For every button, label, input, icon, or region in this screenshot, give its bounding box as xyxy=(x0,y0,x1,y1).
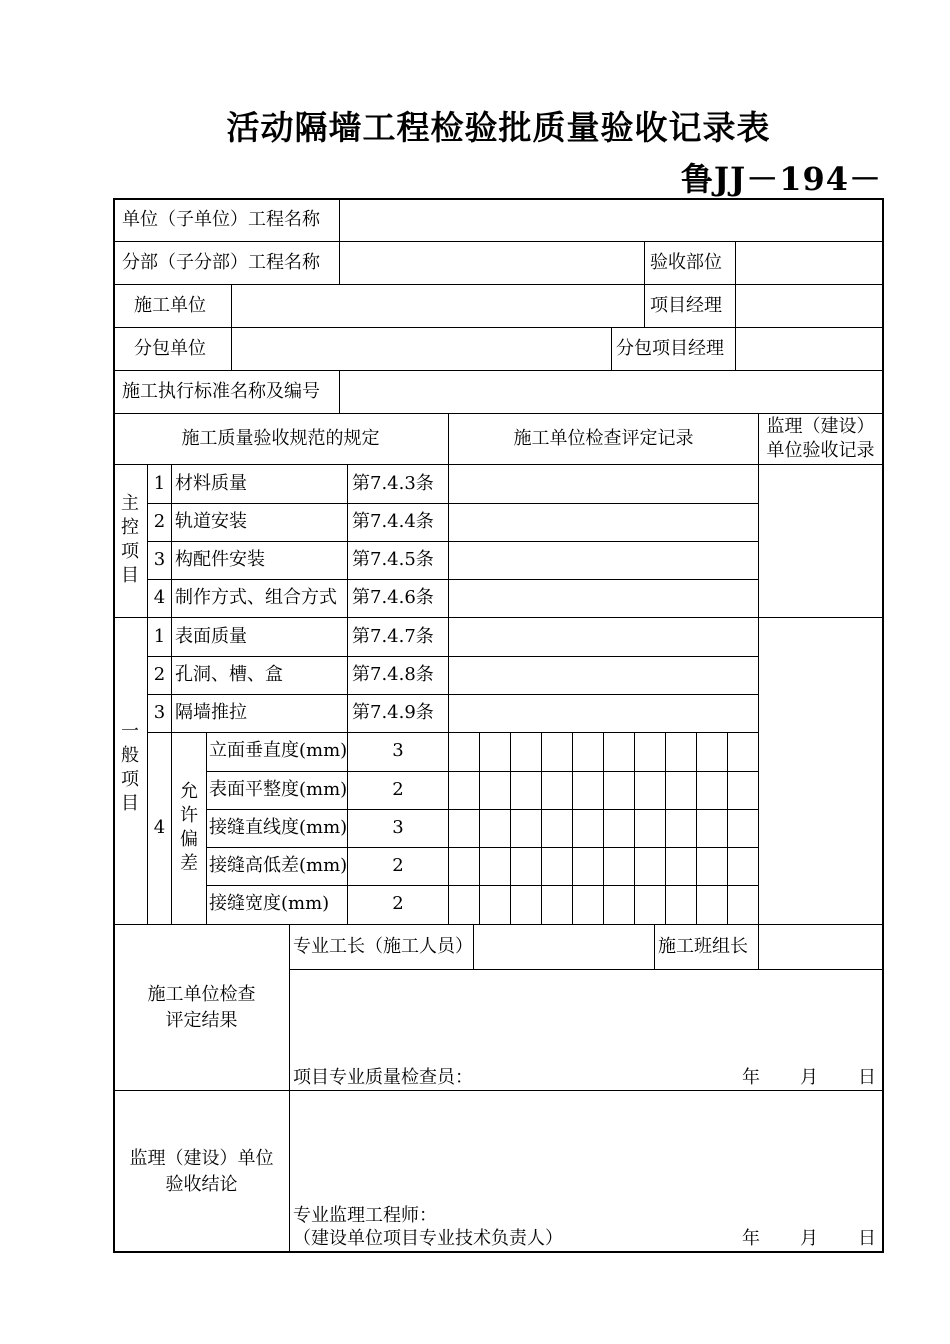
main-item-clause: 第7.4.3条 xyxy=(352,473,434,494)
main-item-name: 构配件安装 xyxy=(175,549,265,570)
rule xyxy=(147,656,759,657)
rule xyxy=(289,969,884,970)
conclusion-label-line1: 监理（建设）单位 xyxy=(129,1148,274,1169)
main-item-no: 1 xyxy=(153,473,166,494)
rule xyxy=(572,732,573,924)
rule xyxy=(206,771,759,772)
deviation-item-value: 2 xyxy=(392,779,404,800)
general-item-name: 隔墙推拉 xyxy=(175,702,247,723)
table-border-right xyxy=(882,198,884,1253)
general-item-name: 孔洞、槽、盒 xyxy=(175,664,283,685)
rule xyxy=(758,924,759,969)
rule xyxy=(206,809,759,810)
rule xyxy=(735,327,736,370)
conclusion-day: 日 xyxy=(858,1228,876,1249)
general-item-no: 1 xyxy=(153,626,166,647)
table-border-bottom xyxy=(113,1251,884,1253)
conclusion-year: 年 xyxy=(742,1228,760,1249)
supervision-column-header-line2: 单位验收记录 xyxy=(766,440,875,461)
rule xyxy=(758,464,759,924)
main-item-clause: 第7.4.6条 xyxy=(352,587,434,608)
rule xyxy=(147,694,759,695)
general-items-label: 一般项目 xyxy=(121,721,139,814)
rule xyxy=(113,413,884,414)
check-record-column-header: 施工单位检查评定记录 xyxy=(513,428,694,449)
result-year: 年 xyxy=(742,1067,760,1088)
rule xyxy=(339,198,340,241)
rule xyxy=(231,284,232,327)
acceptance-part-label: 验收部位 xyxy=(650,252,722,273)
rule xyxy=(603,732,604,924)
deviation-item-value: 2 xyxy=(392,893,404,914)
rule xyxy=(147,579,759,580)
rule xyxy=(727,732,728,924)
form-code: 鲁JJ－194－ xyxy=(680,160,882,198)
rule xyxy=(113,327,884,328)
standard-label: 施工执行标准名称及编号 xyxy=(122,381,320,402)
construction-unit-label: 施工单位 xyxy=(134,295,206,316)
owner-representative-label: （建设单位项目专业技术负责人） xyxy=(293,1228,563,1249)
deviation-item-value: 3 xyxy=(392,740,404,761)
team-leader-label: 施工班组长 xyxy=(658,936,748,957)
subcontract-manager-label: 分包项目经理 xyxy=(616,338,724,359)
deviation-item-name: 接缝宽度(mm) xyxy=(209,893,330,914)
main-item-name: 轨道安装 xyxy=(175,511,247,532)
rule xyxy=(147,464,148,924)
rule xyxy=(611,327,612,370)
main-item-name: 材料质量 xyxy=(175,473,247,494)
main-item-clause: 第7.4.5条 xyxy=(352,549,434,570)
rule xyxy=(634,732,635,924)
general-item-clause: 第7.4.7条 xyxy=(352,626,434,647)
rule xyxy=(206,847,759,848)
sub-project-label: 分部（子分部）工程名称 xyxy=(122,252,320,273)
rule xyxy=(735,241,736,284)
rule xyxy=(147,541,759,542)
project-manager-label: 项目经理 xyxy=(650,295,722,316)
rule xyxy=(339,241,340,284)
rule xyxy=(113,617,884,618)
result-day: 日 xyxy=(858,1067,876,1088)
rule xyxy=(289,924,290,1252)
table-border-left xyxy=(113,198,115,1253)
general-item-clause: 第7.4.8条 xyxy=(352,664,434,685)
document-title: 活动隔墙工程检验批质量验收记录表 xyxy=(226,108,771,147)
rule xyxy=(735,284,736,327)
subcontract-unit-label: 分包单位 xyxy=(134,338,206,359)
main-item-no: 2 xyxy=(153,511,166,532)
main-item-no: 3 xyxy=(153,549,166,570)
rule xyxy=(113,370,884,371)
result-month: 月 xyxy=(800,1067,818,1088)
deviation-item-value: 2 xyxy=(392,855,404,876)
inspector-label: 项目专业质量检查员： xyxy=(293,1067,473,1088)
rule xyxy=(231,327,232,370)
result-label-line1: 施工单位检查 xyxy=(147,984,256,1005)
deviation-item-name: 立面垂直度(mm) xyxy=(209,740,348,761)
deviation-item-name: 接缝高低差(mm) xyxy=(209,855,348,876)
general-item-no: 2 xyxy=(153,664,166,685)
deviation-item-name: 接缝直线度(mm) xyxy=(209,817,348,838)
conclusion-month: 月 xyxy=(800,1228,818,1249)
result-label-line2: 评定结果 xyxy=(165,1010,238,1031)
rule xyxy=(113,924,884,925)
main-item-name: 制作方式、组合方式 xyxy=(175,587,337,608)
rule xyxy=(147,732,759,733)
rule xyxy=(473,924,474,969)
rule xyxy=(171,732,172,924)
rule xyxy=(147,503,759,504)
general-item-clause: 第7.4.9条 xyxy=(352,702,434,723)
deviation-item-value: 3 xyxy=(392,817,404,838)
rule xyxy=(654,924,655,969)
rule xyxy=(665,732,666,924)
deviation-item-no: 4 xyxy=(153,817,166,838)
supervising-engineer-label: 专业监理工程师： xyxy=(293,1205,437,1226)
table-border-top xyxy=(113,198,884,200)
conclusion-label-line2: 验收结论 xyxy=(165,1174,238,1195)
rule xyxy=(644,284,645,327)
rule xyxy=(171,464,172,733)
rule xyxy=(541,732,542,924)
general-item-name: 表面质量 xyxy=(175,626,247,647)
unit-project-label: 单位（子单位）工程名称 xyxy=(122,209,320,230)
rule xyxy=(206,732,207,924)
rule xyxy=(113,241,884,242)
rule xyxy=(644,241,645,284)
rule xyxy=(113,1090,884,1091)
deviation-label: 允许偏差 xyxy=(180,781,198,874)
rule xyxy=(448,464,449,924)
general-item-no: 3 xyxy=(153,702,166,723)
rule xyxy=(113,464,884,465)
rule xyxy=(479,732,480,924)
main-items-label: 主控项目 xyxy=(121,493,139,586)
rule xyxy=(206,885,759,886)
supervision-column-header-line1: 监理（建设） xyxy=(766,416,875,437)
rule xyxy=(113,284,884,285)
rule xyxy=(339,370,340,413)
rule xyxy=(696,732,697,924)
main-item-no: 4 xyxy=(153,587,166,608)
rule xyxy=(510,732,511,924)
spec-column-header: 施工质量验收规范的规定 xyxy=(181,428,380,449)
deviation-item-name: 表面平整度(mm) xyxy=(209,779,348,800)
foreman-label: 专业工长（施工人员） xyxy=(293,936,473,957)
main-item-clause: 第7.4.4条 xyxy=(352,511,434,532)
